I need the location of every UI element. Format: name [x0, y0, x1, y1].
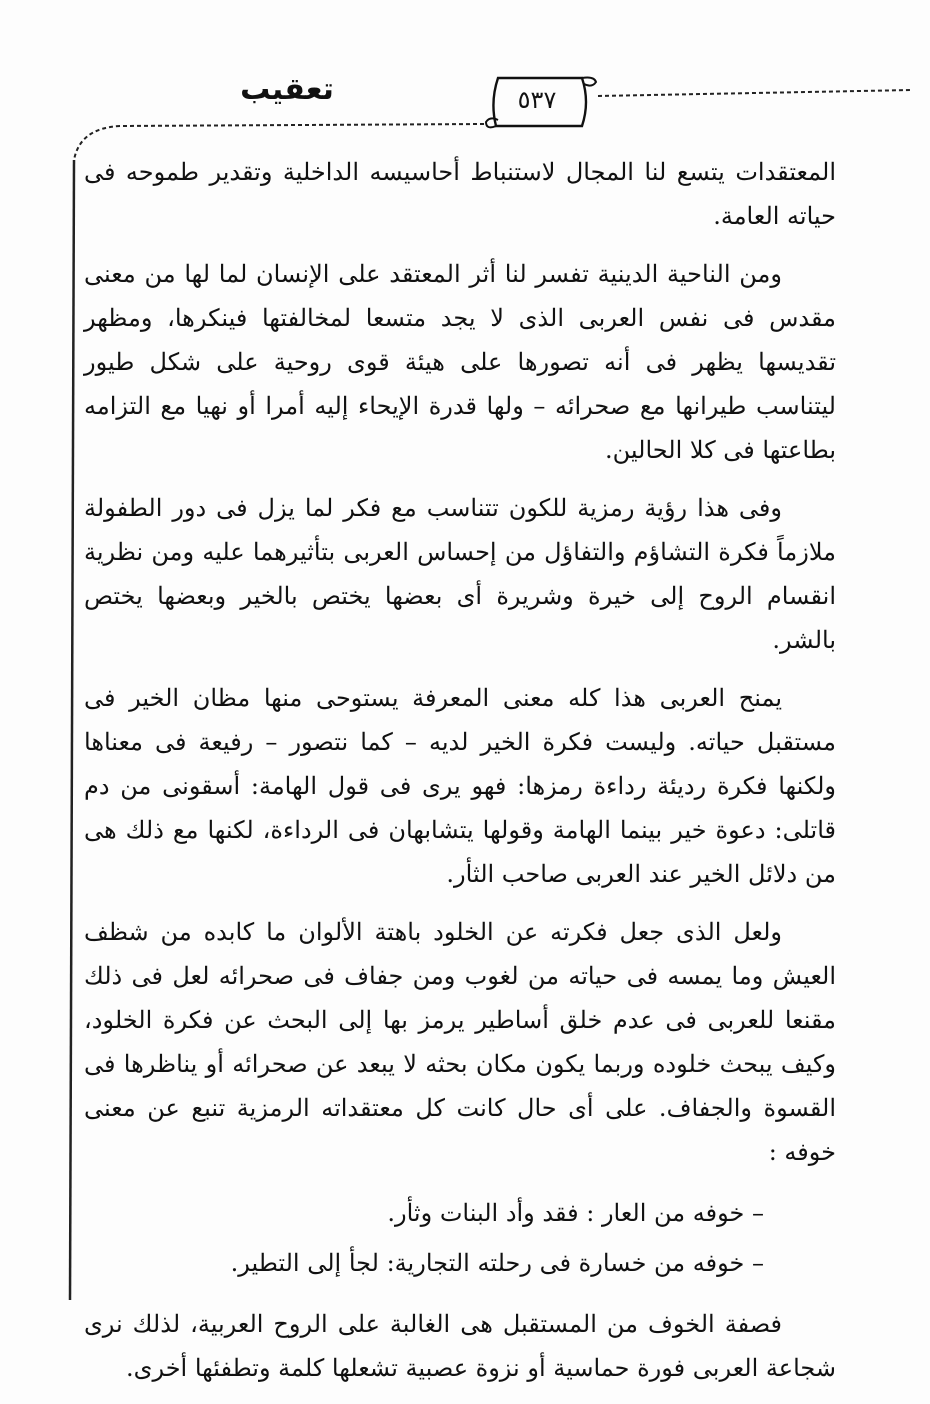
page-number: ٥٣٧: [517, 86, 557, 114]
paragraph-5: ولعل الذى جعل فكرته عن الخلود باهتة الألوان ما كابده من شظف العيش وما يمسه فى حياته من لغوب ومن جفاف فى صحرائه لعل فى ذلك مقنعا للعربى فى عدم خلق أساطير يرمز بها إلى البحث عن فكرة الخلود، وكيف يبحث خلوده وربما يكون مكان بحثه لا يبعد عن صحرائه أو يناظرها فى القسوة والجفاف. على أى حال كانت كل معتقداته الرمزية تنبع عن معنى خوفه :: [84, 918, 836, 1166]
section-title: تعقيب: [240, 72, 334, 107]
list-item: – خوفه من خسارة فى رحلته التجارية: لجأ إلى التطير.: [230, 1249, 764, 1277]
body-text: [84, 150, 836, 1404]
closing-paragraph: فصفة الخوف من المستقبل هى الغالبة على الروح العربية، لذلك نرى شجاعة العربى فورة حماسية أو نزوة عصبية تشعلها كلمة وتطفئها أخرى.: [84, 1310, 836, 1382]
paragraph-2: ومن الناحية الدينية تفسر لنا أثر المعتقد على الإنسان لما لها من معنى مقدس فى نفس العربى الذى لا يجد متسعا لمخالفتها فينكرها، ومظهر تقديسها يظهر فى أنه تصورها على هيئة قوى روحية على شكل طيور ليتناسب طيرانها مع صحرائه – ولها قدرة الإيحاء إليه أمرا أو نهيا مع التزامه بطاعتها فى كلا الحالين.: [84, 260, 836, 464]
list-item: – خوفه من العار : فقد وأد البنات وثأر.: [387, 1199, 764, 1227]
header-dashed-rule: [598, 90, 912, 96]
left-margin-rule: [70, 160, 74, 1300]
paragraph-3: وفى هذا رؤية رمزية للكون تتناسب مع فكر لما يزل فى دور الطفولة ملازماً فكرة التشاؤم والتفاؤل من إحساس العربى بتأثيرهما عليه ومن نظرية انقسام الروح إلى خيرة وشريرة أى بعضها يختص بالخير وبعضها يختص بالشر.: [84, 494, 836, 654]
paragraph-1: المعتقدات يتسع لنا المجال لاستنباط أحاسيسه الداخلية وتقدير طموحه فى حياته العامة.: [84, 158, 836, 230]
paragraph-4: يمنح العربى هذا كله معنى المعرفة يستوحى منها مظان الخير فى مستقبل حياته. وليست فكرة الخير لديه – كما نتصور – رفيعة فى معناها ولكنها فكرة رديئة رداءة رمزها: فهو يرى فى قول الهامة: أسقونى من دم قاتلى: دعوة خير بينما الهامة وقولها يتشابهان فى الرداءة، لكنها مع ذلك هى من دلائل الخير عند العربى صاحب الثأر.: [84, 684, 836, 888]
fear-list: [84, 1188, 836, 1288]
